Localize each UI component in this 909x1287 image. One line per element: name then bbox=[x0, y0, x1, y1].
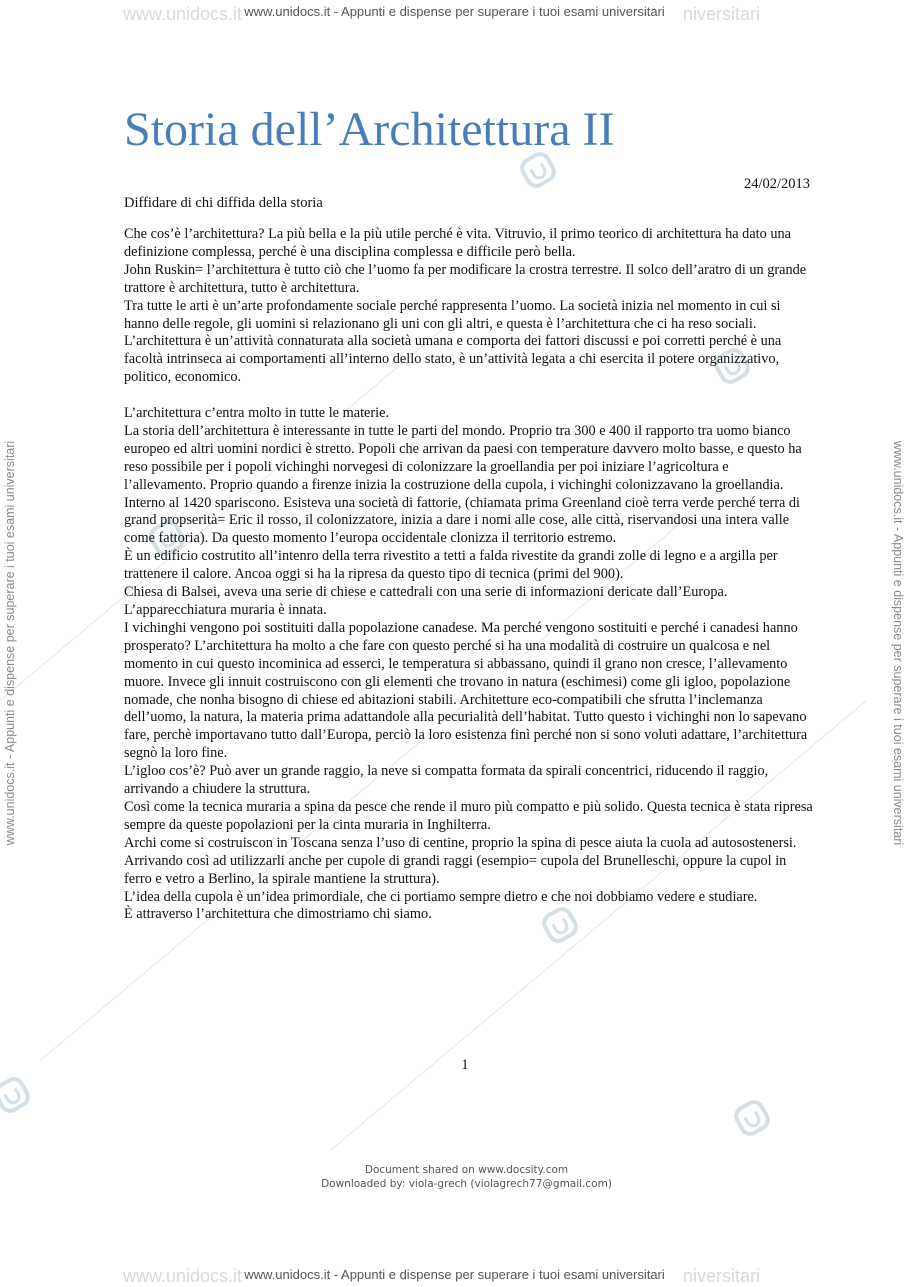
document-body bbox=[124, 226, 814, 924]
footer-downloaded-line: Downloaded by: viola-grech (violagrech77@gmail.com) bbox=[321, 1178, 612, 1190]
unidocs-logo-icon bbox=[0, 1075, 32, 1115]
unidocs-logo-icon bbox=[732, 1098, 772, 1138]
download-footer bbox=[0, 1163, 909, 1191]
page-number: 1 bbox=[461, 1057, 469, 1073]
paragraph: L’igloo cos’è? Può aver un grande raggio, la neve si compatta formata da spirali concentrici, riducendo il raggio, arrivando a chiudere la struttura. bbox=[124, 763, 769, 798]
paragraph: I vichinghi vengono poi sostituiti dalla popolazione canadese. Ma perché vengono sostituiti e perché i canadesi hanno prosperato? L’architettura ha molto a che fare con questo perché si ha una modalità di costruire un qualcosa e nel momento in cui questo incominica ad esserci, le temperatura si abbassano, quindi il grano non cresce, l’allevamento muore. Invece gli innuit costruiscono con gli elementi che trovano in natura (eschimesi) come gli igloo, popolazione nomade, che nonha bisogno di chiese ed abitazioni stabili. Architetture eco-compatibili che sfrutta l’inclemanza dell’uomo, la natura, la materia prima adattandole alla pecurialità dell’habitat. Tutto questo i vichinghi non lo sapevano fare, perchè importavano tutto dall’Europa, perciò la loro esistenza finì perché non si sono voluti adattare, l’architettura segnò la loro fine. bbox=[124, 619, 808, 762]
watermark-bottom: www.unidocs.it - Appunti e dispense per superare i tuoi esami universitari bbox=[244, 1267, 665, 1282]
document-title: Storia dell’Architettura II bbox=[124, 103, 615, 156]
faint-watermark-bottom-left: www.unidocs.it bbox=[123, 1266, 243, 1286]
paragraph: L’idea della cupola è un’idea primordiale, che ci portiamo sempre dietro e che noi dobbiamo vedere e studiare. bbox=[124, 888, 758, 905]
footer-shared-line: Document shared on www.docsity.com bbox=[364, 1164, 569, 1176]
watermark-right: www.unidocs.it - Appunti e dispense per superare i tuoi esami universitari bbox=[891, 440, 905, 846]
paragraph: Così come la tecnica muraria a spina da pesce che rende il muro più compatto e più solido. Questa tecnica è stata ripresa sempre da queste popolazioni per la cinta muraria in Inghilterra. bbox=[124, 798, 813, 833]
paragraph: L’apparecchiatura muraria è innata. bbox=[124, 602, 327, 619]
paragraph-gap bbox=[124, 387, 814, 405]
document-date: 24/02/2013 bbox=[743, 176, 810, 192]
watermark-left: www.unidocs.it - Appunti e dispense per superare i tuoi esami universitari bbox=[3, 440, 17, 846]
paragraph: John Ruskin= l’architettura è tutto ciò che l’uomo fa per modificare la crostra terrestre. Il solco dell’aratro di un grande trattore è architettura, tutto è architettura. bbox=[124, 261, 807, 296]
paragraph: L’architettura è un’attività connaturata alla società umana e comporta dei fattori discussi e poi corretti perché è una facoltà intrinseca ai comportamenti all’interno dello stato, è un’attività legata a chi esercita il potere organizzativo, politico, economico. bbox=[124, 333, 782, 386]
paragraph: La storia dell’architettura è interessante in tutte le parti del mondo. Proprio tra 300 e 400 il rapporto tra uomo bianco europeo ed altri uomini nordici è stretto. Popoli che arrivan da paesi con temperature davvero molto basse, e questo ha reso possibile per i popoli vichinghi norvegesi di colonizzare la groellandia per poi iniziare l’agricoltura e l’allevamento. Proprio quando a firenze inizia la costruzione della cupola, i vichinghi colonizzavano la groellandia. Interno al 1420 spariscono. Esisteva una società di fattorie, (chiamata prima Greenland cioè terra verde perché terra di grand propserità= Eric il rosso, il colonizzatore, inizia a dare i nomi alle cose, alle città, riservandosi una intera valle come fattoria). Da questo momento l’europa occidentale clonizza il territorio estremo. bbox=[124, 422, 802, 547]
faint-watermark-bottom-right: niversitari bbox=[683, 1266, 761, 1286]
paragraph: Archi come si costruiscon in Toscana senza l’uso di centine, proprio la spina di pesce aiuta la cuola ad autosostenersi. bbox=[124, 834, 797, 851]
faint-watermark-right: niversitari bbox=[683, 4, 761, 24]
watermark-top: www.unidocs.it - Appunti e dispense per superare i tuoi esami universitari bbox=[244, 4, 665, 19]
paragraph: Che cos’è l’architettura? La più bella e la più utile perché è vita. Vitruvio, il primo teorico di architettura ha dato una definizione complessa, perché è una disciplina complessa e difficile però bella. bbox=[124, 226, 792, 260]
paragraph: Arrivando così ad utilizzarli anche per cupole di grandi raggi (esempio= cupola del Brunelleschi, oppure la cupol in ferro e vetro a Berlino, la spirale mantiene la struttura). bbox=[124, 852, 787, 887]
paragraph: Tra tutte le arti è un’arte profondamente sociale perché rappresenta l’uomo. La società inizia nel momento in cui si hanno delle regole, gli uomini si relazionano gli uni con gli altri, e questa è l’architettura che ci ha reso sociali. bbox=[124, 297, 781, 332]
faint-watermark-left: www.unidocs.it bbox=[123, 4, 243, 24]
document-subtitle: Diffidare di chi diffida della storia bbox=[124, 195, 323, 211]
paragraph: È attraverso l’architettura che dimostriamo chi siamo. bbox=[124, 906, 432, 923]
paragraph: È un edificio costrutito all’intenro della terra rivestito a tetti a falda rivestite da grandi zolle di legno e a argilla per trattenere il calore. Ancoa oggi si ha la ripresa da questo tipo di tecnica (primi del 900). bbox=[124, 548, 778, 583]
paragraph: L’architettura c’entra molto in tutte le materie. bbox=[124, 405, 390, 422]
paragraph: Chiesa di Balsei, aveva una serie di chiese e cattedrali con una serie di informazioni dericate dall’Europa. bbox=[124, 584, 728, 601]
